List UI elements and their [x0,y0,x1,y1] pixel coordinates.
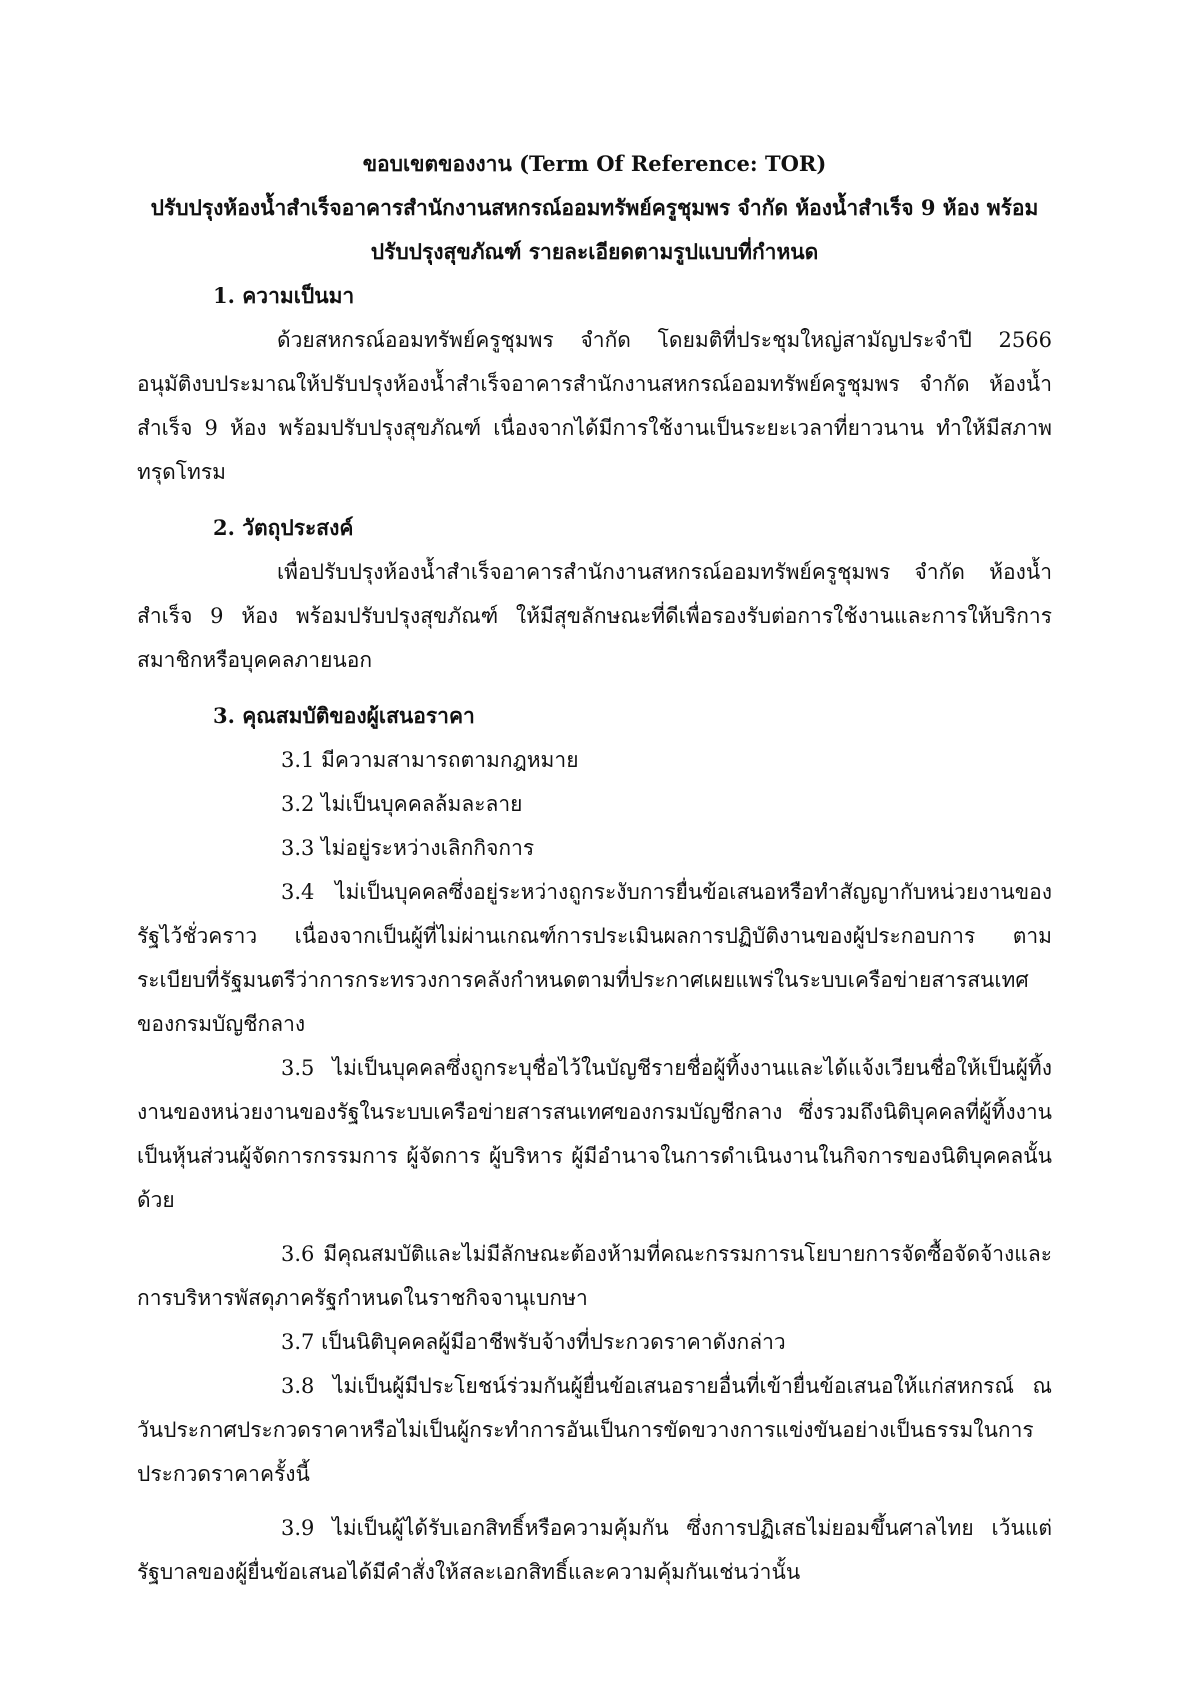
qualification-item-3-1: 3.1 มีความสามารถตามกฎหมาย [281,748,579,772]
qualification-item-3-5: 3.5 ไม่เป็นบุคคลซึ่งถูกระบุชื่อไว้ในบัญชีรายชื่อผู้ทิ้งงานและได้แจ้งเวียนชื่อให้เป็นผู้ทิ้งงานของหน่วยงานของรัฐในระบบเครือข่ายสารสนเทศของกรมบัญชีกลาง ซึ่งรวมถึงนิติบุคคลที่ผู้ทิ้งงานเป็นหุ้นส่วนผู้จัดการกรรมการ ผู้จัดการ ผู้บริหาร ผู้มีอำนาจในการดำเนินงานในกิจการของนิติบุคคลนั้นด้วย [137,1056,1052,1212]
qualification-item-3-9: 3.9 ไม่เป็นผู้ได้รับเอกสิทธิ์หรือความคุ้มกัน ซึ่งการปฏิเสธไม่ยอมขึ้นศาลไทย เว้นแต่รัฐบาลของผู้ยื่นข้อเสนอได้มีคำสั่งให้สละเอกสิทธิ์และความคุ้มกันเช่นว่านั้น [137,1516,1052,1584]
qualification-item-3-3: 3.3 ไม่อยู่ระหว่างเลิกกิจการ [281,836,535,860]
section-heading-qualifications: 3. คุณสมบัติของผู้เสนอราคา [213,703,475,728]
qualification-item-3-4: 3.4 ไม่เป็นบุคคลซึ่งอยู่ระหว่างถูกระงับการยื่นข้อเสนอหรือทำสัญญากับหน่วยงานของรัฐไว้ชั่วคราว เนื่องจากเป็นผู้ที่ไม่ผ่านเกณฑ์การประเมินผลการปฏิบัติงานของผู้ประกอบการ ตามระเบียบที่รัฐมนตรีว่าการกระทรวงการคลังกำหนดตามที่ประกาศเผยแพร่ในระบบเครือข่ายสารสนเทศของกรมบัญชีกลาง [137,880,1052,1036]
section-paragraph-objective: เพื่อปรับปรุงห้องน้ำสำเร็จอาคารสำนักงานสหกรณ์ออมทรัพย์ครูชุมพร จำกัด ห้องน้ำสำเร็จ 9 ห้อง พร้อมปรับปรุงสุขภัณฑ์ ให้มีสุขลักษณะที่ดีเพื่อรองรับต่อการใช้งานและการให้บริการสมาชิกหรือบุคคลภายนอก [137,560,1052,672]
title-line-2: ปรับปรุงห้องน้ำสำเร็จอาคารสำนักงานสหกรณ์ออมทรัพย์ครูชุมพร จำกัด ห้องน้ำสำเร็จ 9 ห้อง พร้อม [150,195,1039,220]
qualification-item-3-7: 3.7 เป็นนิติบุคคลผู้มีอาชีพรับจ้างที่ประกวดราคาดังกล่าว [281,1330,786,1354]
title-line-3: ปรับปรุงสุขภัณฑ์ รายละเอียดตามรูปแบบที่กำหนด [370,239,819,264]
title-line-1: ขอบเขตของงาน (Term Of Reference: TOR) [362,151,827,176]
qualification-item-3-2: 3.2 ไม่เป็นบุคคลล้มละลาย [281,792,523,816]
qualification-item-3-6: 3.6 มีคุณสมบัติและไม่มีลักษณะต้องห้ามที่คณะกรรมการนโยบายการจัดซื้อจัดจ้างและการบริหารพัสดุภาครัฐกำหนดในราชกิจจานุเบกษา [137,1242,1052,1310]
section-heading-background: 1. ความเป็นมา [213,283,355,308]
section-heading-objective: 2. วัตถุประสงค์ [213,515,354,540]
document-content [137,142,1052,1594]
document-title [137,142,1052,274]
section-paragraph-background: ด้วยสหกรณ์ออมทรัพย์ครูชุมพร จำกัด โดยมติที่ประชุมใหญ่สามัญประจำปี 2566 อนุมัติงบประมาณให้ปรับปรุงห้องน้ำสำเร็จอาคารสำนักงานสหกรณ์ออมทรัพย์ครูชุมพร จำกัด ห้องน้ำสำเร็จ 9 ห้อง พร้อมปรับปรุงสุขภัณฑ์ เนื่องจากได้มีการใช้งานเป็นระยะเวลาที่ยาวนาน ทำให้มีสภาพทรุดโทรม [137,328,1052,484]
qualification-item-3-8: 3.8 ไม่เป็นผู้มีประโยชน์ร่วมกันผู้ยื่นข้อเสนอรายอื่นที่เข้ายื่นข้อเสนอให้แก่สหกรณ์ ณ วันประกาศประกวดราคาหรือไม่เป็นผู้กระทำการอันเป็นการขัดขวางการแข่งขันอย่างเป็นธรรมในการประกวดราคาครั้งนี้ [137,1374,1052,1486]
